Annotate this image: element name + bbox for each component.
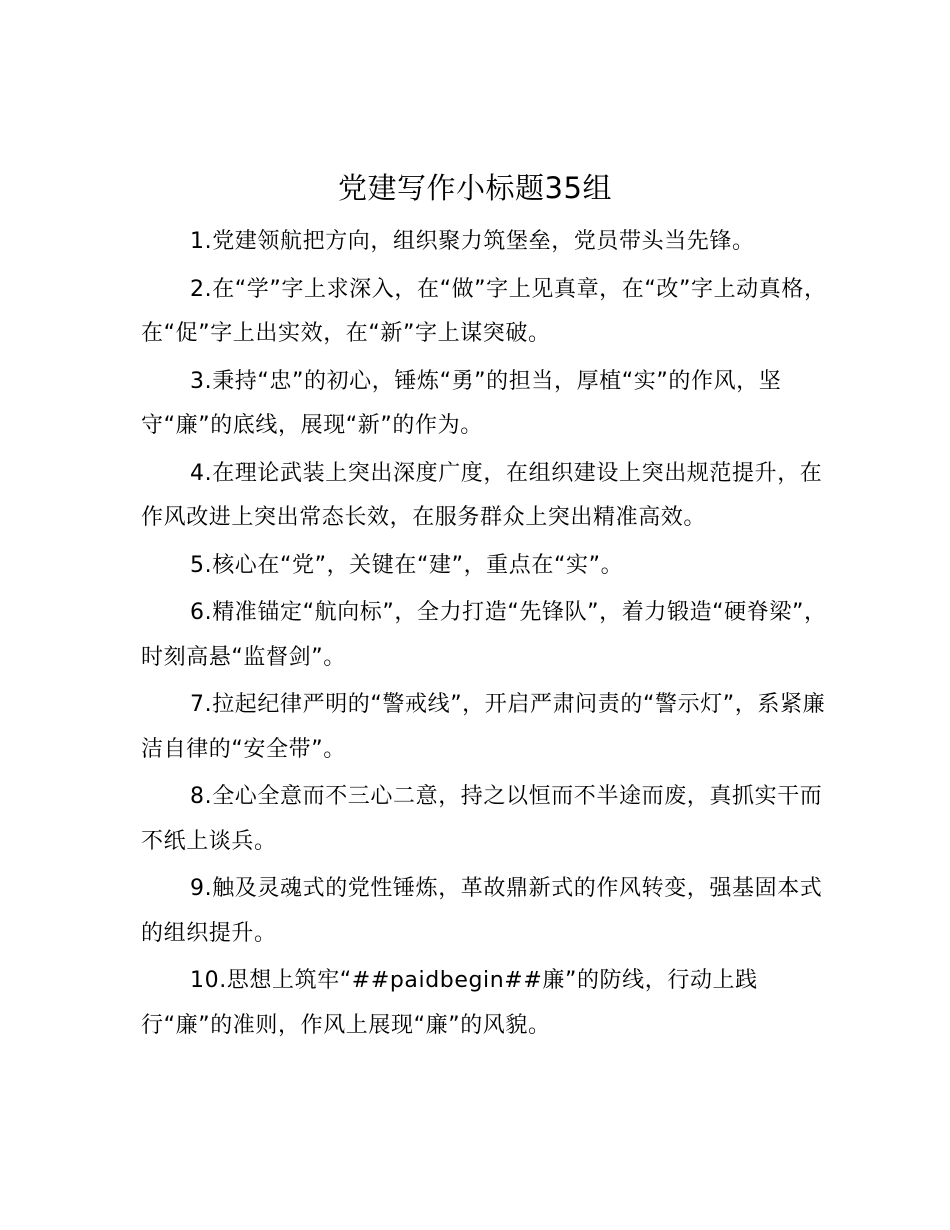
paragraph-4: 4.在理论武装上突出深度广度，在组织建设上突出规范提升，在作风改进上突出常态长效，在服务群众上突出精准高效。 [141,460,823,530]
document-body [141,220,841,1051]
paragraph-6: 6.精准锚定“航向标”，全力打造“先锋队”，着力锻造“硬脊梁”，时刻高悬“监督剑”。 [141,600,827,670]
paragraph-1: 1.党建领航把方向，组织聚力筑堡垒，党员带头当先锋。 [190,229,755,254]
document-title: 党建写作小标题35组 [338,171,612,205]
paragraph-10: 10.思想上筑牢“##paidbegin##廉”的防线，行动上践行“廉”的准则，作风上展现“廉”的风貌。 [141,968,758,1038]
paragraph-3: 3.秉持“忠”的初心，锤炼“勇”的担当，厚植“实”的作风，坚守“廉”的底线，展现“新”的作为。 [141,368,782,438]
paragraph-7: 7.拉起纪律严明的“警戒线”，开启严肃问责的“警示灯”，系紧廉洁自律的“安全带”。 [141,692,826,762]
paragraph-8: 8.全心全意而不三心二意，持之以恒而不半途而废，真抓实干而不纸上谈兵。 [141,784,823,854]
paragraph-2: 2.在“学”字上求深入，在“做”字上见真章，在“改”字上动真格，在“促”字上出实效，在“新”字上谋突破。 [141,276,827,346]
paragraph-5: 5.核心在“党”，关键在“建”，重点在“实”。 [190,552,624,578]
paragraph-9: 9.触及灵魂式的党性锤炼，革故鼎新式的作风转变，强基固本式的组织提升。 [141,876,823,946]
